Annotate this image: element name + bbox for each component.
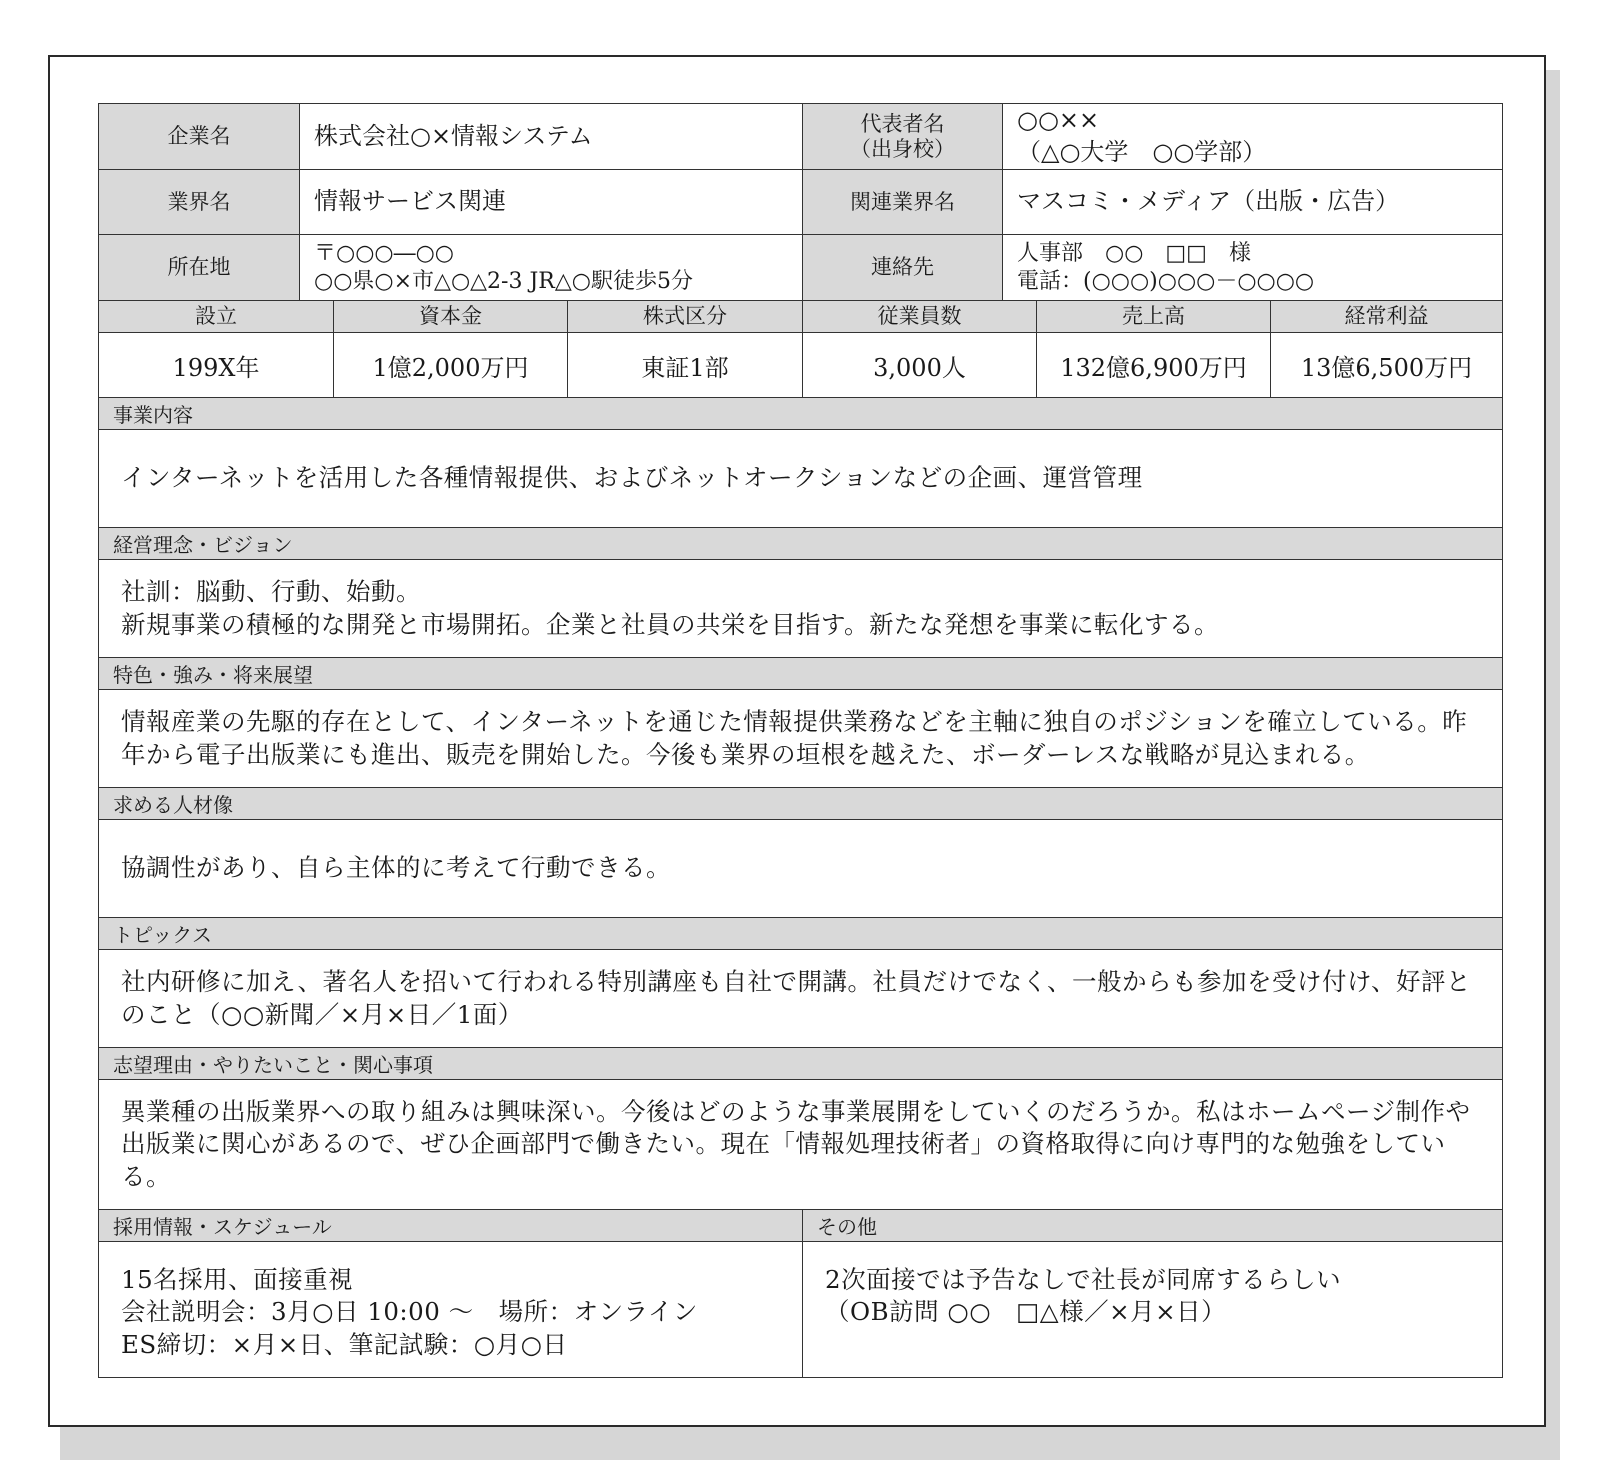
stat-value-sales: 132億6,900万円 [1036,333,1270,397]
topics-header: トピックス [99,917,1502,949]
related-industry-value: マスコミ・メディア（出版・広告） [1002,170,1502,234]
philosophy-header: 経営理念・ビジョン [99,527,1502,559]
row-industry [99,169,1502,234]
row-stats-values [99,332,1502,397]
industry-label: 業界名 [99,170,299,234]
stat-value-founded: 199X年 [172,353,260,382]
recruit-header: 採用情報・スケジュール [99,1210,802,1241]
stat-value-employees: 3,000人 [802,333,1036,397]
company-label: 企業名 [99,104,299,169]
company-sheet [98,103,1503,1378]
topics-body: 社内研修に加え、著名人を招いて行われる特別講座も自社で開講。社員だけでなく、一般からも参加を受け付け、好評とのこと（○○新聞／×月×日／1面） [99,949,1502,1047]
address-value: 〒○○○―○○ ○○県○×市△○△2-3 JR△○駅徒歩5分 [299,235,802,300]
talent-header: 求める人材像 [99,787,1502,819]
motivation-body: 異業種の出版業界への取り組みは興味深い。今後はどのような事業展開をしていくのだろうか。私はホームページ制作や出版業に関心があるので、ぜひ企画部門で働きたい。現在「情報処理技術者」の資格取得に向け専門的な勉強をしている。 [99,1079,1502,1209]
philosophy-body: 社訓：脳動、行動、始動。 新規事業の積極的な開発と市場開拓。企業と社員の共栄を目指す。新たな発想を事業に転化する。 [99,559,1502,657]
row-company [99,104,1502,169]
other-body: 2次面接では予告なしで社長が同席するらしい （OB訪問 ○○ □△様／×月×日） [802,1242,1502,1377]
stat-header-founded: 設立 [99,301,333,332]
stat-header-employees: 従業員数 [802,301,1036,332]
strengths-body: 情報産業の先駆的存在として、インターネットを通じた情報提供業務などを主軸に独自のポジションを確立している。昨年から電子出版業にも進出、販売を開始した。今後も業界の垣根を越えた、ボーダーレスな戦略が見込まれる。 [99,689,1502,787]
stat-header-profit: 経常利益 [1270,301,1502,332]
row-address [99,234,1502,300]
industry-value: 情報サービス関連 [299,170,802,234]
stat-value-listing: 東証1部 [567,333,802,397]
contact-label: 連絡先 [802,235,1002,300]
stat-header-listing: 株式区分 [567,301,802,332]
related-industry-label: 関連業界名 [802,170,1002,234]
row-bottom-headers [99,1209,1502,1241]
representative-value: ○○×× （△○大学 ○○学部） [1002,104,1502,169]
other-header: その他 [802,1210,1502,1241]
stat-value-profit: 13億6,500万円 [1270,333,1502,397]
address-label: 所在地 [99,235,299,300]
company-value: 株式会社○×情報システム [299,104,802,169]
row-stats-headers [99,300,1502,332]
row-bottom-bodies [99,1241,1502,1377]
stat-header-capital: 資本金 [333,301,567,332]
stat-header-sales: 売上高 [1036,301,1270,332]
contact-value: 人事部 ○○ □□ 様 電話：(○○○)○○○－○○○○ [1002,235,1502,300]
talent-body: 協調性があり、自ら主体的に考えて行動できる。 [99,819,1502,917]
stat-value-capital: 1億2,000万円 [333,333,567,397]
business-body: インターネットを活用した各種情報提供、およびネットオークションなどの企画、運営管理 [99,429,1502,527]
motivation-header: 志望理由・やりたいこと・関心事項 [99,1047,1502,1079]
representative-label: 代表者名 （出身校） [802,104,1002,169]
business-header: 事業内容 [99,397,1502,429]
strengths-header: 特色・強み・将来展望 [99,657,1502,689]
recruit-body: 15名採用、面接重視 会社説明会：3月○日 10:00 ～ 場所：オンライン ES締切：×月×日、筆記試験：○月○日 [121,1265,698,1359]
